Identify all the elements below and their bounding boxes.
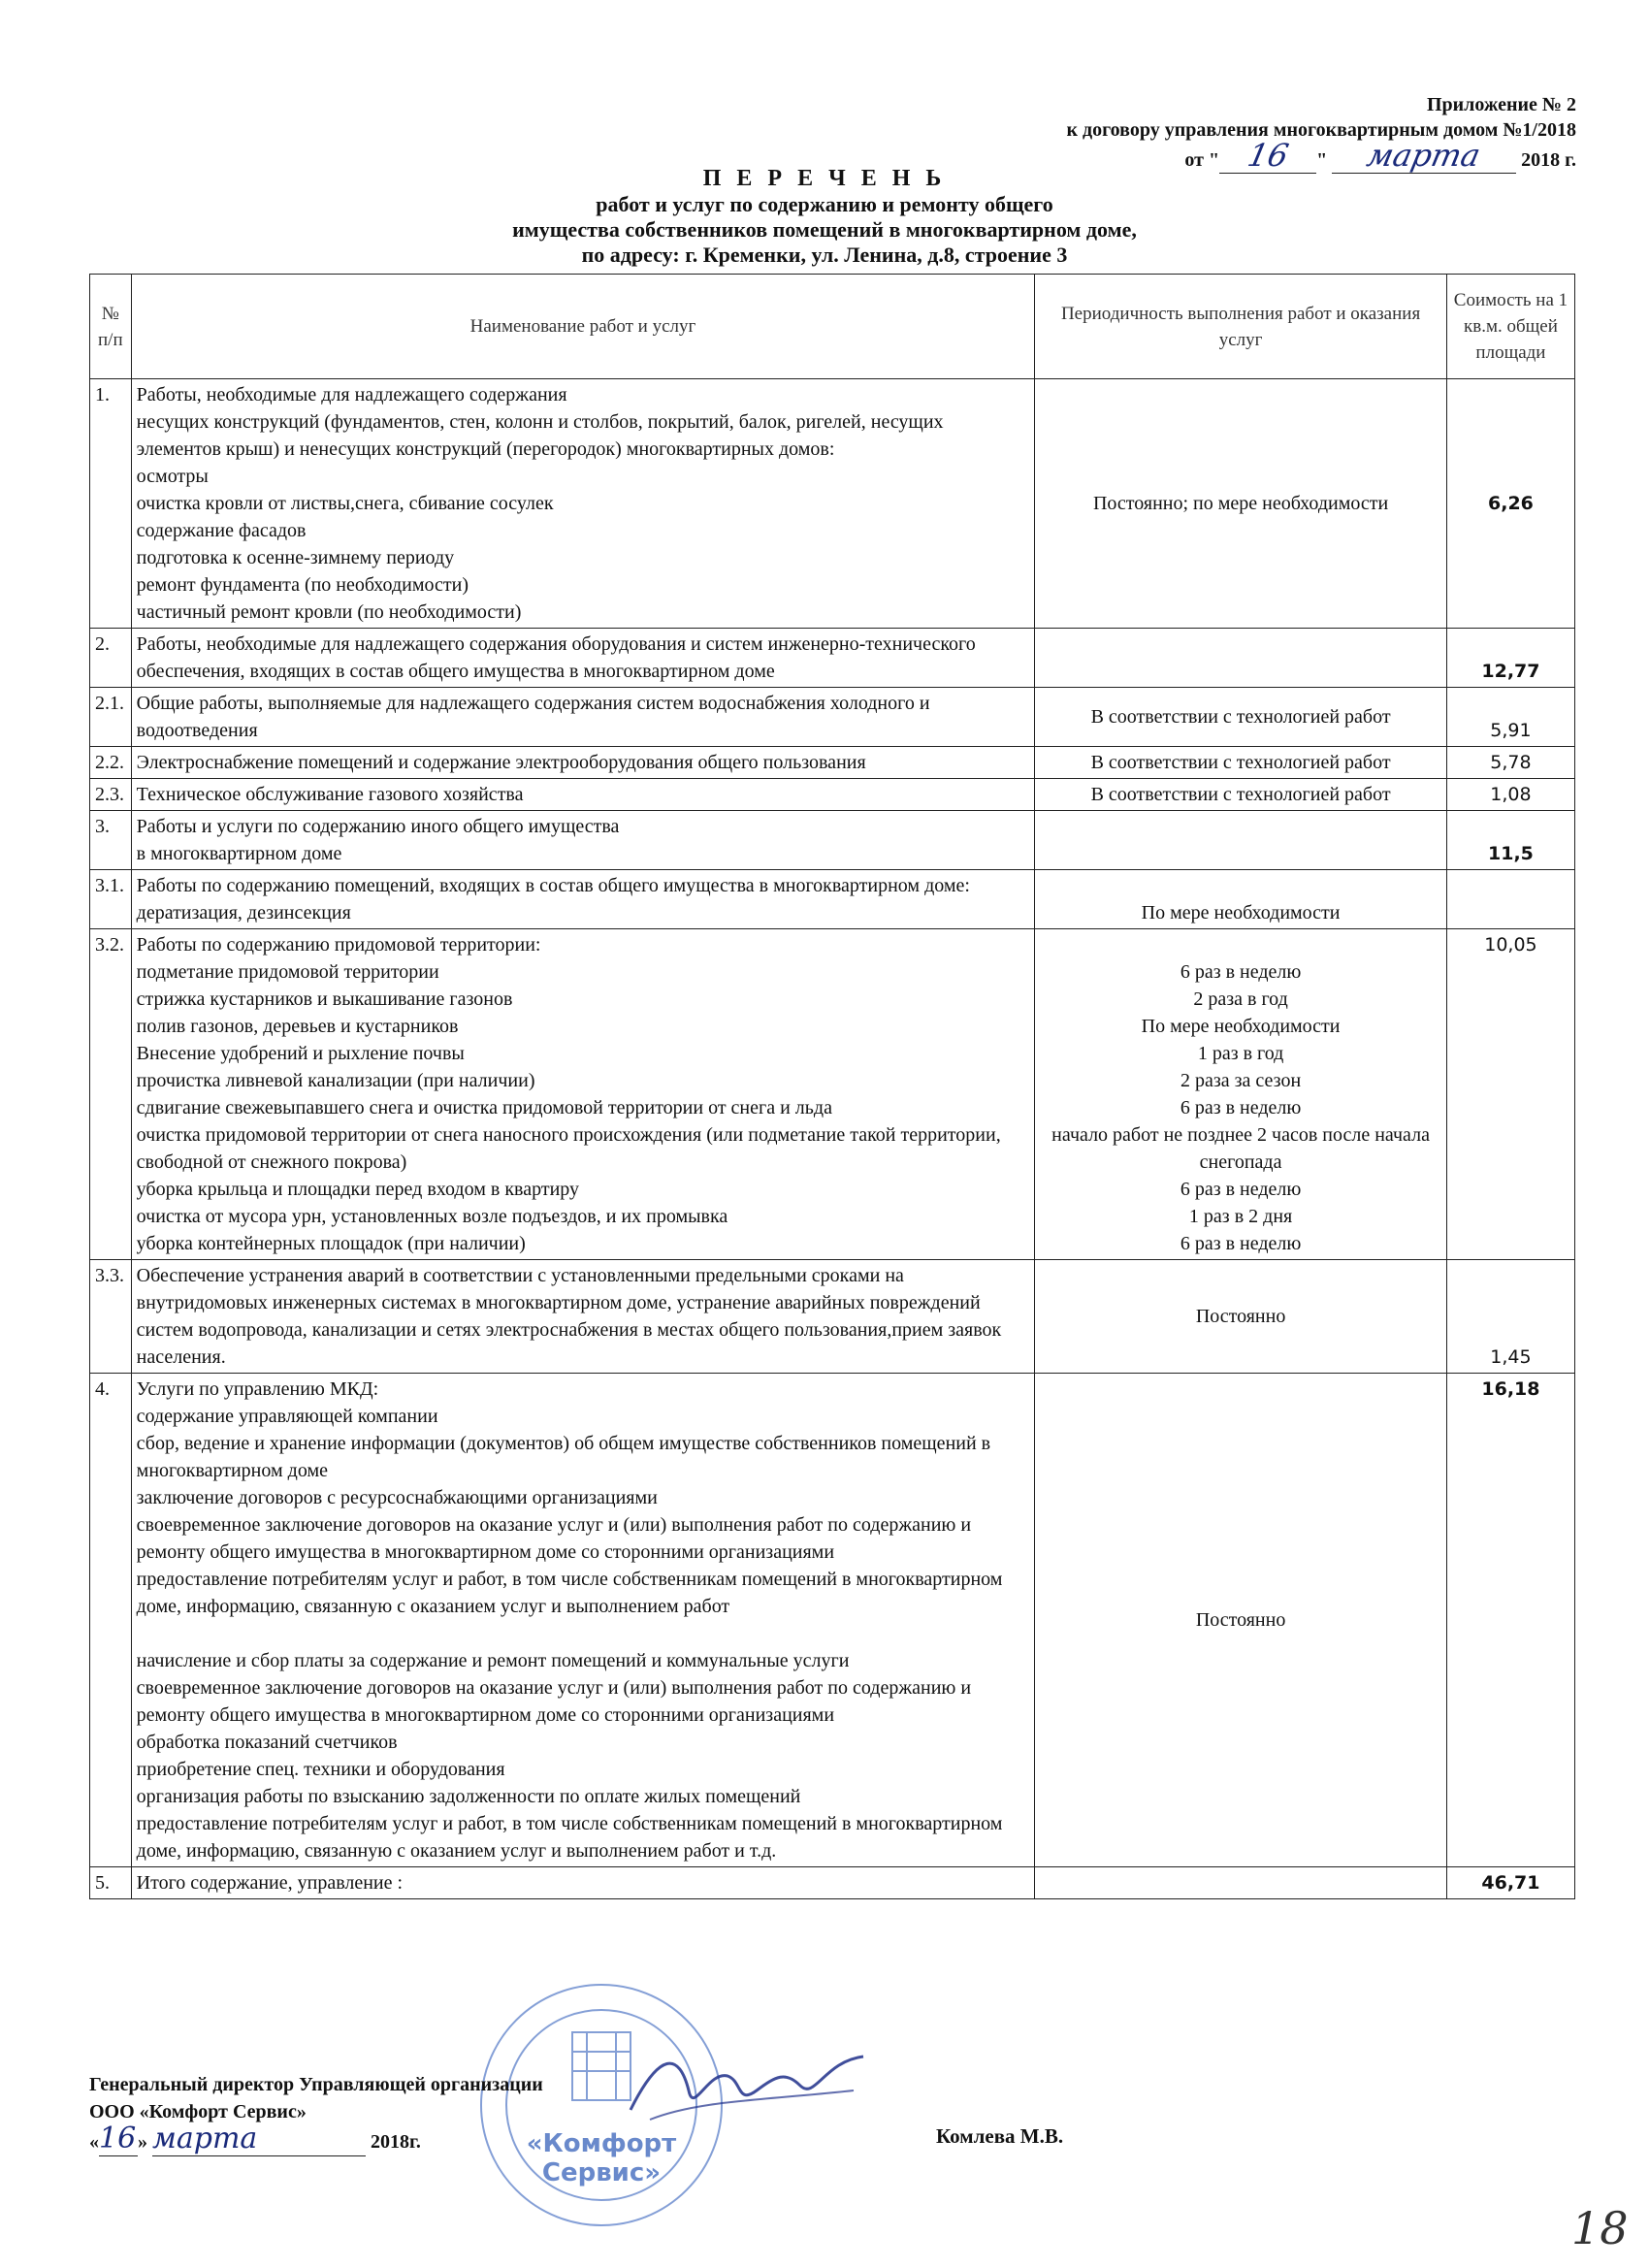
stamp-text-1: «Комфорт [526, 2129, 677, 2158]
row-name: Техническое обслуживание газового хозяйства [131, 779, 1035, 811]
row-cost: 11,5 [1446, 811, 1574, 870]
row-period: По мере необходимости [1035, 870, 1447, 929]
row-name: Обеспечение устранения аварий в соответствии с установленными предельными сроками на внутридомовых инженерных системах в многоквартирном доме, устранение аварийных повреждений систем водопровода, канализации и сетях электроснабжения в местах общего пользования,прием заявок населения. [131, 1260, 1035, 1374]
row-number: 3.1. [90, 870, 132, 929]
table-row [90, 379, 1575, 629]
row-cost: 10,05 [1446, 929, 1574, 1260]
row-number: 5. [90, 1867, 132, 1899]
header-num: № п/п [90, 275, 132, 379]
appendix-header [1066, 92, 1576, 174]
services-table [89, 274, 1575, 1899]
header-period: Периодичность выполнения работ и оказания услуг [1035, 275, 1447, 379]
table-row [90, 747, 1575, 779]
row-number: 3. [90, 811, 132, 870]
row-name: Услуги по управлению МКД: содержание управляющей компании сбор, ведение и хранение информации (документов) об общем имуществе собственников помещений в многоквартирном доме заключение договоров с ресурсоснабжающими организациями своевременное заключение договоров на оказание услуг и (или) выполнения работ по содержанию и ремонту общего имущества в многоквартирном доме со сторонними организациями предоставление потребителям услуг и работ, в том числе собственникам помещений в многоквартирном доме, информацию, связанную с оказанием услуг и выполнением работ начисление и сбор платы за содержание и ремонт помещений и коммунальные услуги своевременное заключение договоров на оказание услуг и (или) выполнения работ по содержанию и ремонту общего имущества в многоквартирном доме со сторонними организациями обработка показаний счетчиков приобретение спец. техники и оборудования организация работы по взысканию задолженности по оплате жилых помещений предоставление потребителям услуг и работ, в том числе собственникам помещений в многоквартирном доме, информацию, связанную с оказанием услуг и выполнением работ и т.д. [131, 1374, 1035, 1867]
appendix-number: Приложение № 2 [1426, 94, 1576, 115]
row-number: 2.1. [90, 688, 132, 747]
row-name: Итого содержание, управление : [131, 1867, 1035, 1899]
row-period [1035, 1867, 1447, 1899]
stamp-text-2: Сервис» [541, 2158, 662, 2187]
signatory-name: Комлева М.В. [936, 2124, 1064, 2148]
signature-block [89, 2071, 543, 2156]
row-number: 2.2. [90, 747, 132, 779]
signatory-company: ООО «Комфорт Сервис» [89, 2101, 307, 2122]
table-row [90, 629, 1575, 688]
row-period: 6 раз в неделю 2 раза в год По мере необходимости 1 раз в год 2 раза за сезон 6 раз в неделю начало работ не позднее 2 часов после начала снегопада 6 раз в неделю 1 раз в 2 дня 6 раз в неделю [1035, 929, 1447, 1260]
table-row [90, 1260, 1575, 1374]
row-number: 2.3. [90, 779, 132, 811]
row-cost: 12,77 [1446, 629, 1574, 688]
row-period: В соответствии с технологией работ [1035, 688, 1447, 747]
title-address: по адресу: г. Кременки, ул. Ленина, д.8, строение 3 [581, 243, 1068, 267]
row-name: Электроснабжение помещений и содержание электрооборудования общего пользования [131, 747, 1035, 779]
row-name: Общие работы, выполняемые для надлежащего содержания систем водоснабжения холодного и водоотведения [131, 688, 1035, 747]
row-number: 3.2. [90, 929, 132, 1260]
row-period: Постоянно [1035, 1374, 1447, 1867]
title-line-2: работ и услуг по содержанию и ремонту общего [596, 192, 1053, 216]
row-period [1035, 629, 1447, 688]
row-period: Постоянно [1035, 1260, 1447, 1374]
signature-date: «16» марта 2018г. [89, 2122, 421, 2155]
signature-icon [621, 2032, 873, 2139]
row-period: Постоянно; по мере необходимости [1035, 379, 1447, 629]
row-cost: 6,26 [1446, 379, 1574, 629]
row-name: Работы по содержанию помещений, входящих в состав общего имущества в многоквартирном доме: дератизация, дезинсекция [131, 870, 1035, 929]
row-period [1035, 811, 1447, 870]
row-cost [1446, 870, 1574, 929]
row-number: 4. [90, 1374, 132, 1867]
table-row [90, 1374, 1575, 1867]
row-number: 3.3. [90, 1260, 132, 1374]
table-header-row [90, 275, 1575, 379]
row-cost: 1,08 [1446, 779, 1574, 811]
row-cost: 5,78 [1446, 747, 1574, 779]
row-period: В соответствии с технологией работ [1035, 779, 1447, 811]
header-name: Наименование работ и услуг [131, 275, 1035, 379]
appendix-contract: к договору управления многоквартирным домом №1/2018 [1066, 119, 1576, 141]
title-line-3: имущества собственников помещений в многоквартирном доме, [512, 217, 1137, 242]
page-number: 18 [1571, 2202, 1629, 2254]
row-period: В соответствии с технологией работ [1035, 747, 1447, 779]
table-row [90, 779, 1575, 811]
handwritten-day: 16 [1244, 137, 1292, 174]
row-name: Работы по содержанию придомовой территории: подметание придомовой территории стрижка кустарников и выкашивание газонов полив газонов, деревьев и кустарников Внесение удобрений и рыхление почвы прочистка ливневой канализации (при наличии) сдвигание свежевыпавшего снега и очистка придомовой территории от снега и льда очистка придомовой территории от снега наносного происхождения (или подметание такой территории, свободной от снежного покрова) уборка крыльца и площадки перед входом в квартиру очистка от мусора урн, установленных возле подъездов, и их промывка уборка контейнерных площадок (при наличии) [131, 929, 1035, 1260]
table-row [90, 929, 1575, 1260]
row-cost: 46,71 [1446, 1867, 1574, 1899]
row-cost: 1,45 [1446, 1260, 1574, 1374]
title-list: П Е Р Е Ч Е Н Ь [702, 166, 947, 191]
row-number: 2. [90, 629, 132, 688]
row-name: Работы, необходимые для надлежащего содержания оборудования и систем инженерно-технического обеспечения, входящих в состав общего имущества в многоквартирном доме [131, 629, 1035, 688]
table-row [90, 1867, 1575, 1899]
table-body [90, 379, 1575, 1899]
table-row [90, 870, 1575, 929]
table-row [90, 688, 1575, 747]
document-title [0, 165, 1649, 268]
table-row [90, 811, 1575, 870]
row-name: Работы и услуги по содержанию иного общего имущества в многоквартирном доме [131, 811, 1035, 870]
appendix-date: от " 16 " марта 2018 г. [1184, 137, 1576, 174]
row-cost: 5,91 [1446, 688, 1574, 747]
row-name: Работы, необходимые для надлежащего содержания несущих конструкций (фундаментов, стен, колонн и столбов, покрытий, балок, ригелей, несущих элементов крыш) и ненесущих конструкций (перегородок) многоквартирных домов: осмотры очистка кровли от листвы,снега, сбивание сосулек содержание фасадов подготовка к осенне-зимнему периоду ремонт фундамента (по необходимости) частичный ремонт кровли (по необходимости) [131, 379, 1035, 629]
handwritten-month: марта [1364, 137, 1484, 174]
header-cost: Соимость на 1 кв.м. общей площади [1446, 275, 1574, 379]
row-number: 1. [90, 379, 132, 629]
signatory-position: Генеральный директор Управляющей организации [89, 2074, 543, 2095]
row-cost: 16,18 [1446, 1374, 1574, 1867]
